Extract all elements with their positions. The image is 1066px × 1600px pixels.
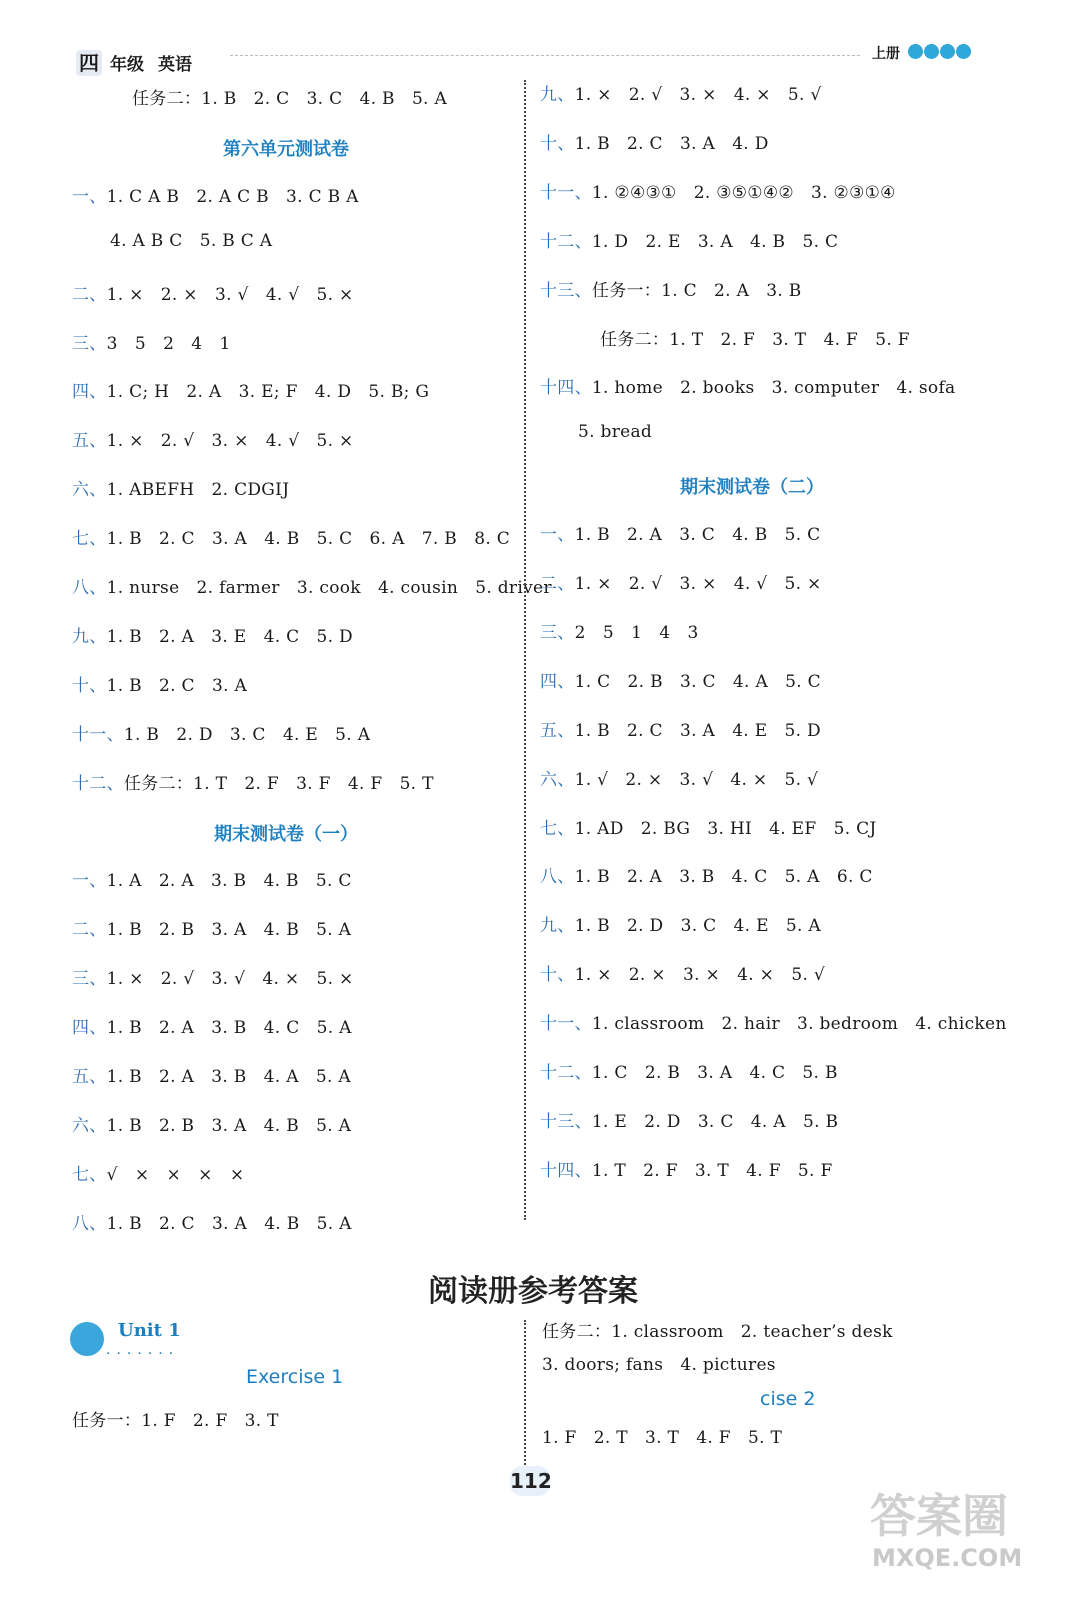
question-number: 三、 [540, 622, 575, 643]
answer-row [540, 129, 769, 154]
reading-answer-line: 3. doors; fans 4. pictures [542, 1355, 776, 1375]
answer-row [72, 1209, 352, 1234]
answer-row [600, 325, 910, 350]
answer-text: 1. B 2. C 3. A 4. B 5. A [106, 1213, 352, 1234]
answer-text: 1. B 2. A 3. C 4. B 5. C [574, 525, 821, 546]
answer-row [72, 377, 429, 402]
answer-row [72, 426, 354, 451]
question-number: 五、 [72, 1067, 107, 1087]
reading-answer-line: 任务一：1. F 2. F 3. T [72, 1411, 279, 1431]
answer-text: 1. × 2. × 3. √ 4. √ 5. × [106, 284, 354, 305]
answer-text: 3 5 2 4 1 [106, 333, 231, 354]
question-number: 一、 [72, 871, 107, 892]
answer-row [540, 1058, 838, 1083]
question-number: 九、 [540, 916, 575, 937]
volume-label: 上册 [872, 46, 900, 62]
question-number: 十一、 [540, 182, 592, 203]
page-number: 112 [510, 1466, 550, 1496]
answer-text: 1. C 2. B 3. C 4. A 5. C [574, 671, 821, 692]
answer-text: 1. B 2. C 3. A 4. E 5. D [574, 720, 821, 741]
answer-text: 任务二：1. T 2. F 3. F 4. F 5. T [123, 773, 434, 794]
question-number: 一、 [540, 525, 575, 546]
answer-row [72, 475, 289, 500]
answer-text: 1. B 2. B 3. A 4. B 5. A [106, 1115, 352, 1136]
answer-row [72, 671, 247, 696]
question-number: 十二、 [540, 231, 592, 252]
answer-row [540, 227, 838, 252]
answer-text: 1. home 2. books 3. computer 4. sofa [591, 378, 956, 399]
question-number: 六、 [72, 480, 107, 501]
answer-text: 1. C; H 2. A 3. E; F 4. D 5. B; G [106, 382, 430, 403]
answer-row [540, 618, 699, 643]
answer-row [540, 765, 818, 790]
answer-text: 2 5 1 4 3 [574, 622, 699, 643]
answer-row [72, 524, 510, 549]
answer-text: 1. nurse 2. farmer 3. cook 4. cousin 5. driver [106, 578, 552, 598]
grade-number: 四 [76, 50, 102, 76]
reading-answer-line: 1. F 2. T 3. T 4. F 5. T [542, 1428, 783, 1448]
answer-row [540, 520, 820, 545]
question-number: 七、 [540, 818, 575, 839]
question-number: 四、 [72, 382, 107, 403]
answer-text: 4. A B C 5. B C A [110, 230, 273, 251]
answer-text: 1. B 2. A 3. E 4. C 5. D [106, 626, 353, 647]
answer-row [540, 814, 877, 839]
answer-text: 1. AD 2. BG 3. HI 4. EF 5. CJ [574, 818, 877, 839]
question-number: 十三、 [540, 1111, 592, 1132]
question-number: 四、 [72, 1018, 107, 1039]
answer-row [72, 720, 370, 745]
answer-row [540, 373, 956, 398]
question-number: 七、 [72, 529, 107, 550]
question-number: 十一、 [72, 724, 124, 745]
answer-text: 1. B 2. C 3. A 4. B 5. C 6. A 7. B 8. C [106, 529, 511, 550]
answer-row [72, 573, 552, 598]
question-number: 六、 [540, 769, 575, 790]
answer-row [110, 231, 272, 251]
answer-row [540, 1156, 833, 1181]
answer-text: 任务二：1. T 2. F 3. T 4. F 5. F [600, 329, 910, 350]
question-number: 八、 [72, 1213, 107, 1234]
answer-row [132, 84, 447, 109]
question-number: 十、 [540, 965, 575, 986]
answer-row [578, 422, 652, 442]
answer-text: 1. B 2. C 3. A [106, 675, 248, 696]
answer-text: 1. E 2. D 3. C 4. A 5. B [591, 1111, 839, 1132]
question-number: 二、 [72, 920, 107, 941]
answer-text: 1. classroom 2. hair 3. bedroom 4. chicken [591, 1014, 1007, 1035]
exercise-2-title: cise 2 [760, 1388, 816, 1410]
watermark-top-text: 答案圈 [870, 1489, 1008, 1543]
column-divider [524, 80, 526, 1220]
answer-row [540, 716, 821, 741]
reading-answer-line: 任务二：1. classroom 2. teacher’s desk [542, 1322, 893, 1342]
unit-dots-decoration: ······· [106, 1346, 180, 1362]
answer-text: 1. C 2. B 3. A 4. C 5. B [591, 1063, 838, 1083]
question-number: 一、 [72, 186, 107, 207]
answer-text: 1. D 2. E 3. A 4. B 5. C [591, 231, 839, 252]
answer-text: 1. × 2. √ 3. × 4. √ 5. × [574, 574, 822, 594]
question-number: 九、 [72, 626, 107, 647]
exercise-1-title: Exercise 1 [246, 1366, 344, 1388]
section-title: 期末测试卷（二） [680, 477, 824, 499]
question-number: 十一、 [540, 1014, 592, 1035]
answer-text: 1. × 2. √ 3. × 4. √ 5. × [106, 431, 354, 452]
answer-row [540, 80, 822, 105]
grade-word: 年级 [110, 55, 144, 75]
subject-label: 英语 [158, 55, 192, 75]
question-number: 九、 [540, 85, 575, 105]
answer-text: 1. × 2. √ 3. × 4. × 5. √ [574, 85, 822, 105]
section-title: 期末测试卷（一） [214, 823, 358, 845]
answer-text: 1. B 2. A 3. B 4. C 5. A 6. C [574, 867, 873, 888]
question-number: 七、 [72, 1164, 107, 1185]
answer-row [540, 862, 873, 887]
answer-text: 1. B 2. A 3. B 4. A 5. A [106, 1067, 351, 1087]
answer-text: √ × × × × [106, 1164, 245, 1185]
answer-text: 1. B 2. D 3. C 4. E 5. A [574, 916, 821, 937]
answer-text: 1. B 2. C 3. A 4. D [574, 133, 769, 154]
question-number: 十四、 [540, 378, 592, 399]
answer-text: 1. B 2. A 3. B 4. C 5. A [106, 1018, 352, 1039]
answer-text: 1. ②④③① 2. ③⑤①④② 3. ②③①④ [591, 182, 896, 203]
unit-circle-icon [70, 1322, 104, 1356]
answer-text: 5. bread [578, 422, 653, 443]
answer-row [72, 915, 351, 940]
question-number: 五、 [540, 720, 575, 741]
question-number: 十二、 [72, 773, 124, 794]
question-number: 二、 [540, 574, 575, 594]
answer-row [540, 178, 896, 203]
header-rule [230, 55, 860, 56]
question-number: 十、 [72, 675, 107, 696]
question-number: 二、 [72, 284, 107, 305]
answer-text: 1. × 2. √ 3. √ 4. × 5. × [106, 969, 354, 990]
site-watermark-logo [870, 1480, 1040, 1590]
question-number: 三、 [72, 333, 107, 354]
watermark-bottom-text: MXQE.COM [872, 1544, 1023, 1572]
answer-row [72, 1111, 351, 1136]
answer-text: 1. B 2. B 3. A 4. B 5. A [106, 920, 352, 941]
answer-row [72, 182, 359, 207]
answer-text: 1. A 2. A 3. B 4. B 5. C [106, 871, 352, 892]
answer-row [72, 964, 354, 989]
answer-text: 1. C A B 2. A C B 3. C B A [106, 186, 359, 207]
question-number: 四、 [540, 671, 575, 692]
question-number: 十二、 [540, 1063, 592, 1083]
question-number: 十四、 [540, 1160, 592, 1181]
answer-row [540, 276, 802, 301]
question-number: 三、 [72, 969, 107, 990]
answer-row [540, 1107, 838, 1132]
question-number: 八、 [540, 867, 575, 888]
question-number: 十三、 [540, 280, 592, 301]
question-number: 八、 [72, 578, 107, 598]
grade-subject-header [76, 50, 206, 76]
answer-text: 任务一：1. C 2. A 3. B [591, 280, 802, 301]
answer-row [540, 569, 822, 594]
answer-text: 1. T 2. F 3. T 4. F 5. F [591, 1160, 833, 1181]
answer-row [540, 911, 821, 936]
column-divider-bottom [524, 1320, 526, 1480]
answer-row [72, 622, 353, 647]
answer-row [72, 329, 231, 354]
section-title: 第六单元测试卷 [223, 138, 349, 160]
question-number: 六、 [72, 1115, 107, 1136]
answer-text: 1. × 2. × 3. × 4. × 5. √ [574, 965, 825, 986]
answer-row [540, 667, 821, 692]
answer-row [72, 769, 434, 794]
reading-answers-title: 阅读册参考答案 [428, 1274, 638, 1309]
answer-text: 任务二：1. B 2. C 3. C 4. B 5. A [132, 89, 448, 109]
answer-text: 1. B 2. D 3. C 4. E 5. A [123, 724, 371, 745]
question-number: 五、 [72, 431, 107, 452]
answer-row [72, 1062, 351, 1087]
answer-text: 1. √ 2. × 3. √ 4. × 5. √ [574, 769, 819, 790]
answer-row [72, 1013, 352, 1038]
answer-row [72, 280, 354, 305]
unit-label: Unit 1 [118, 1320, 181, 1341]
answer-row [540, 960, 825, 985]
header-dots-decoration [908, 44, 972, 63]
answer-text: 1. ABEFH 2. CDGIJ [106, 480, 290, 501]
question-number: 十、 [540, 133, 575, 154]
answer-row [72, 1160, 244, 1185]
answer-row [72, 866, 352, 891]
answer-row [540, 1009, 1007, 1034]
